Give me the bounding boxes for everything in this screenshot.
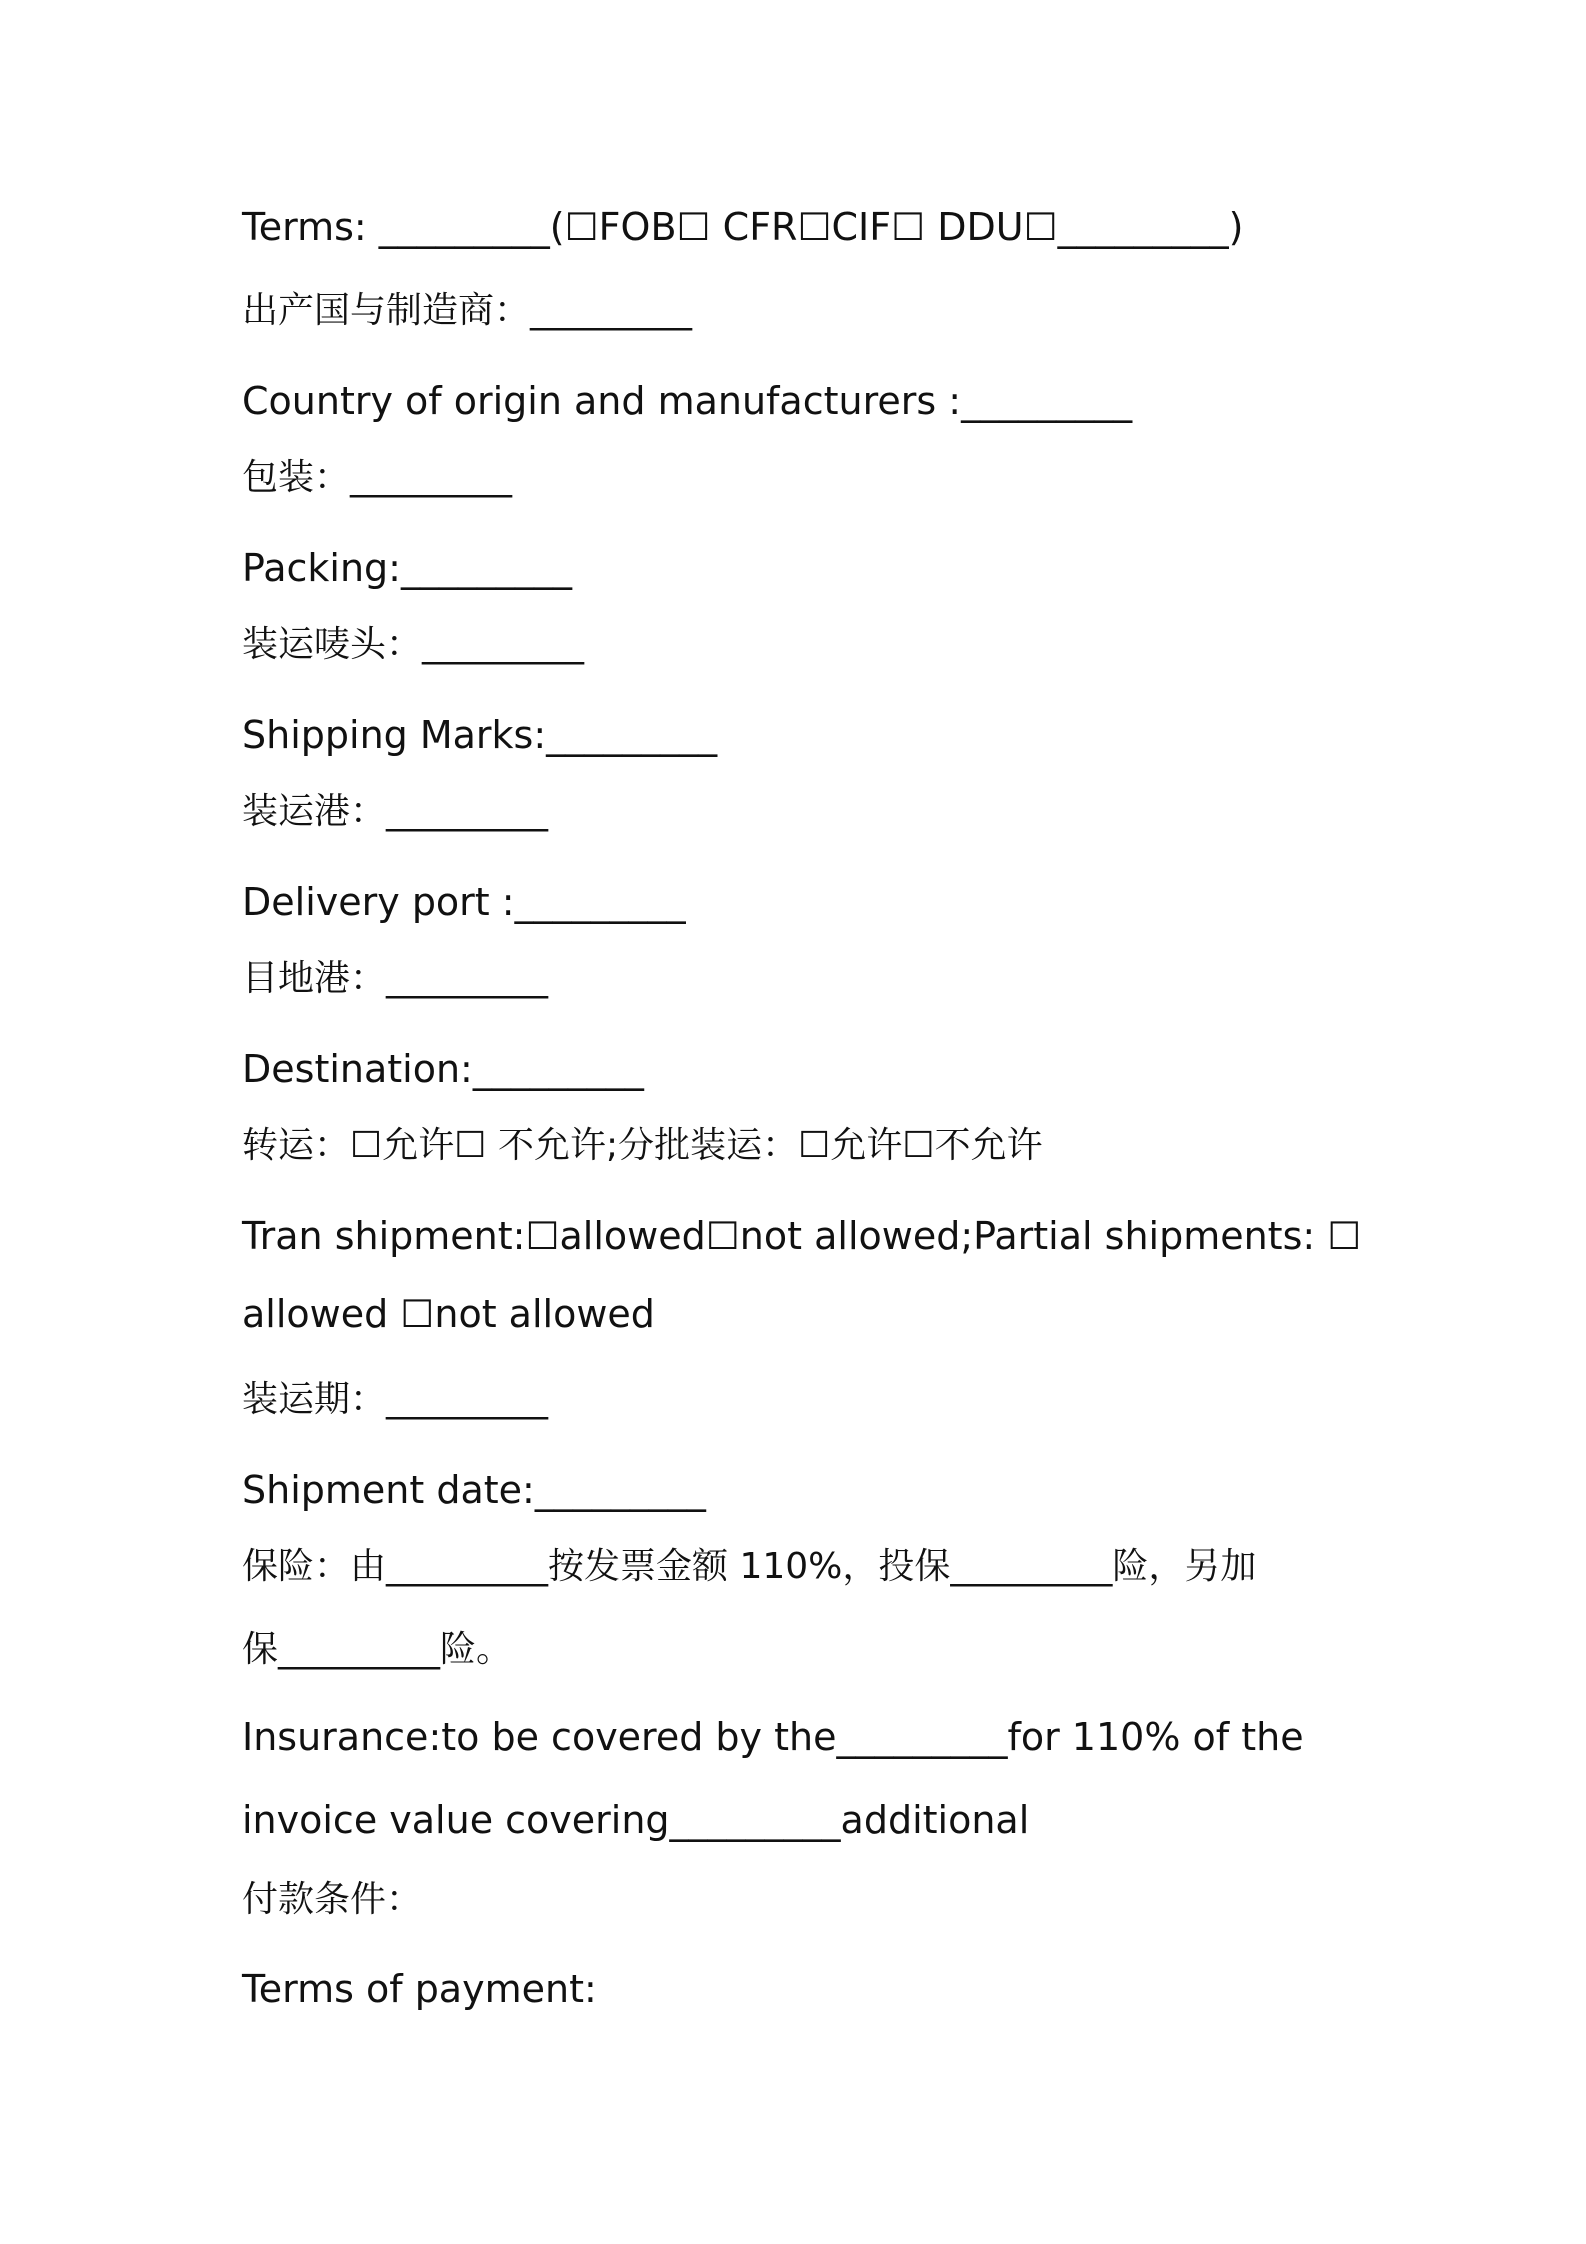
terms-line: Terms: _________(☐FOB☐ CFR☐CIF☐ DDU☐_________) (242, 205, 1244, 249)
insurance-en-line-2: invoice value covering_________additional (242, 1798, 1030, 1842)
insurance-cn-line-1: 保险：由_________按发票金额 110%，投保_________险，另加 (242, 1546, 1257, 1587)
packing-en-line: Packing:_________ (242, 546, 572, 590)
destination-en-line: Destination:_________ (242, 1047, 644, 1091)
shipment-date-cn-line: 装运期：_________ (242, 1379, 549, 1420)
destination-cn-line: 目地港：_________ (242, 958, 549, 999)
packing-cn-line: 包装：_________ (242, 457, 513, 498)
delivery-port-cn-line: 装运港：_________ (242, 791, 549, 832)
delivery-port-en-line: Delivery port :_________ (242, 880, 686, 924)
origin-en-line: Country of origin and manufacturers :_________ (242, 379, 1133, 423)
shipping-marks-cn-line: 装运唛头：_________ (242, 624, 585, 665)
transshipment-en-line-2: allowed ☐not allowed (242, 1292, 655, 1336)
transshipment-cn-line: 转运：☐允许☐ 不允许;分批装运：☐允许☐不允许 (242, 1125, 1043, 1166)
insurance-cn-line-2: 保_________险。 (242, 1629, 513, 1670)
payment-terms-cn-line: 付款条件： (242, 1879, 423, 1920)
shipment-date-en-line: Shipment date:_________ (242, 1468, 706, 1512)
insurance-en-line-1: Insurance:to be covered by the_________for 110% of the (242, 1715, 1304, 1759)
payment-terms-en-line: Terms of payment: (242, 1967, 597, 2011)
transshipment-en-line-1: Tran shipment:☐allowed☐not allowed;Partial shipments: ☐ (242, 1214, 1362, 1258)
shipping-marks-en-line: Shipping Marks:_________ (242, 713, 718, 757)
origin-cn-line: 出产国与制造商：_________ (242, 290, 693, 331)
